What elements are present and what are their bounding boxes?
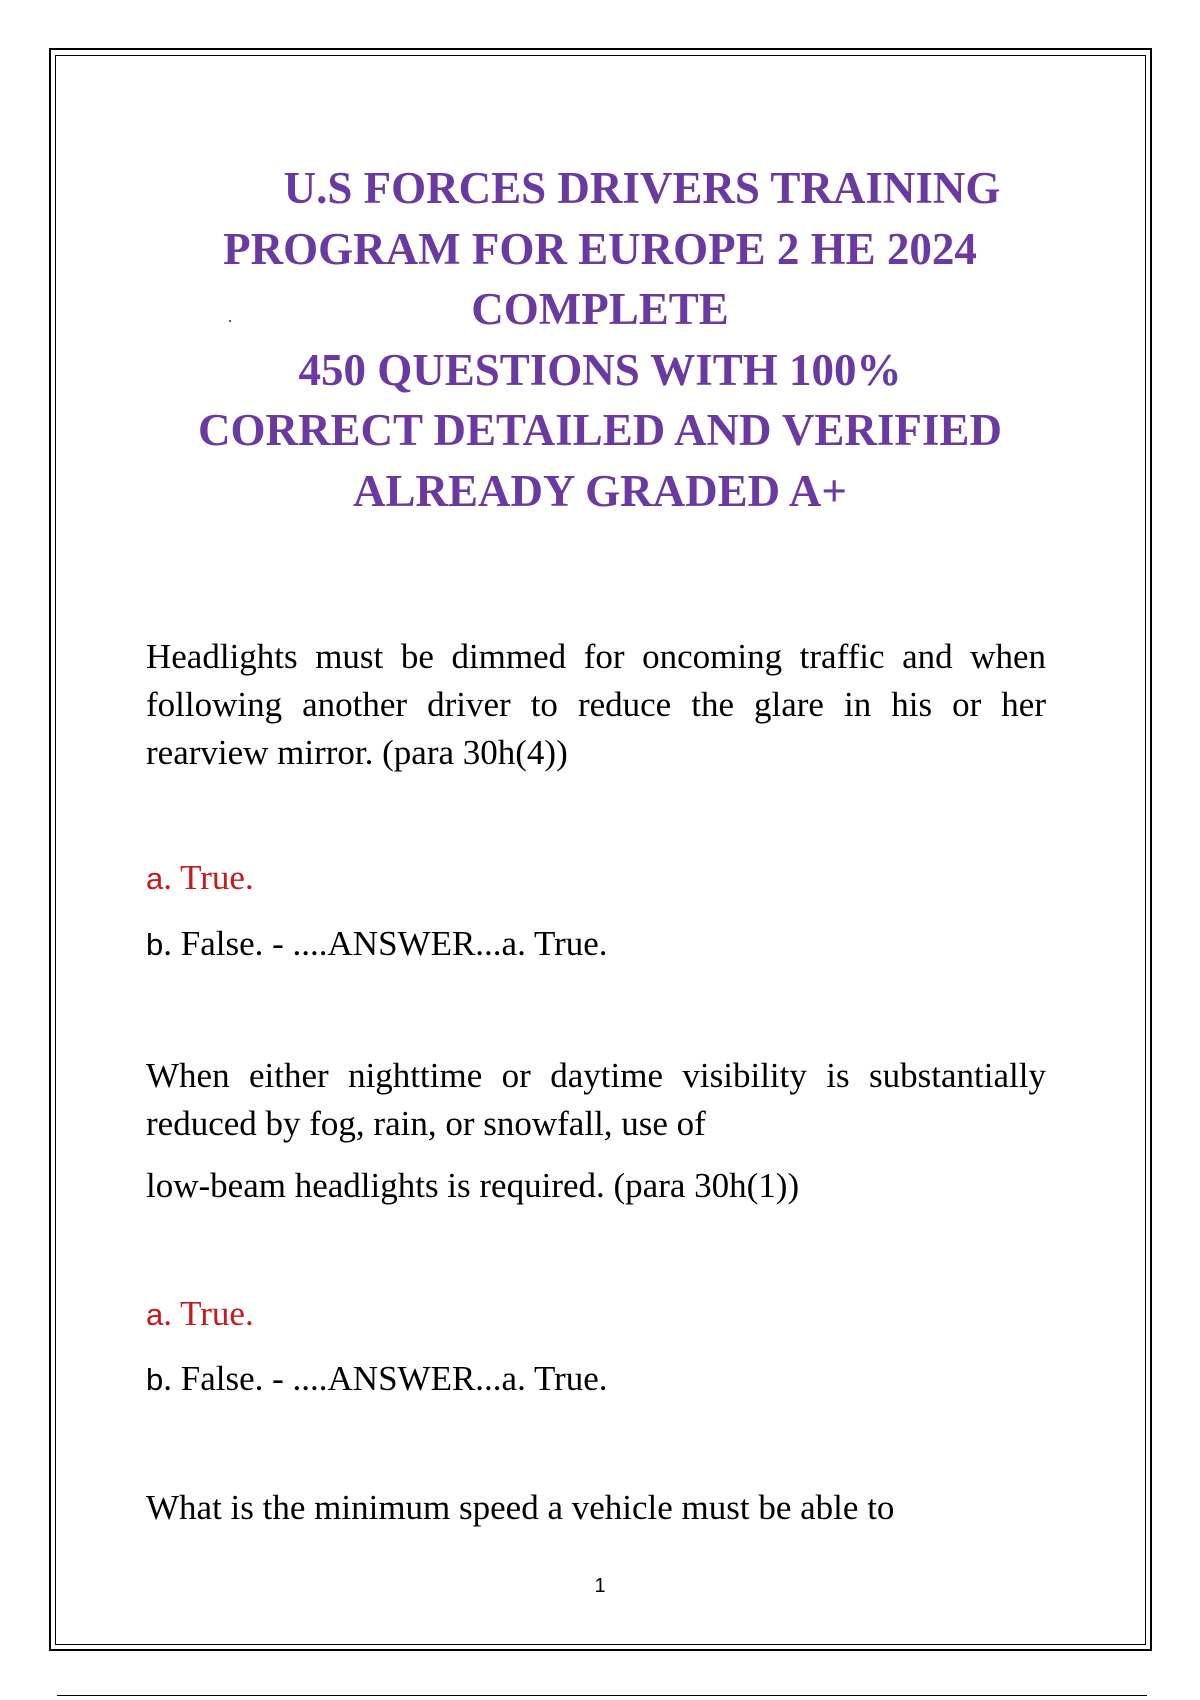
title-line: COMPLETE: [471, 284, 729, 334]
option-text: . True.: [163, 858, 254, 897]
document-title: [140, 158, 1060, 521]
question-1-option-a: [146, 856, 254, 901]
page-number: 1: [594, 1575, 606, 1597]
question-2-option-b: [146, 1357, 608, 1402]
title-line: 450 QUESTIONS WITH 100%: [298, 344, 902, 395]
option-letter: a: [146, 861, 164, 896]
question-2-text-line: When either nighttime or daytime visibility is substantially reduced by fog, rain, or snowfall, use of: [146, 1056, 1046, 1143]
question-1-text: Headlights must be dimmed for oncoming traffic and when following another driver to reduce the glare in his or her rearview mirror. (para 30h(4)): [146, 637, 1046, 772]
option-letter: b: [146, 927, 164, 962]
question-2-text: [146, 1052, 1046, 1148]
stray-mark: [229, 320, 231, 322]
option-text: . False. - ....ANSWER...a. True.: [163, 1359, 608, 1398]
divider: [57, 1695, 1147, 1696]
question-2-text-continued: low-beam headlights is required. (para 30h(1)): [146, 1166, 800, 1205]
title-line: CORRECT DETAILED AND VERIFIED: [198, 405, 1002, 455]
question-2-option-a: [146, 1292, 254, 1337]
option-text: . False. - ....ANSWER...a. True.: [163, 924, 608, 963]
option-letter: b: [146, 1362, 164, 1397]
option-text: . True.: [163, 1294, 254, 1333]
title-line: U.S FORCES DRIVERS TRAINING: [283, 163, 1001, 213]
option-letter: a: [146, 1297, 164, 1332]
title-line: ALREADY GRADED A+: [352, 465, 847, 516]
title-line: PROGRAM FOR EUROPE 2 HE 2024: [223, 223, 977, 274]
question-3-text: What is the minimum speed a vehicle must be able to: [146, 1488, 895, 1527]
question-1-option-b: [146, 922, 608, 967]
